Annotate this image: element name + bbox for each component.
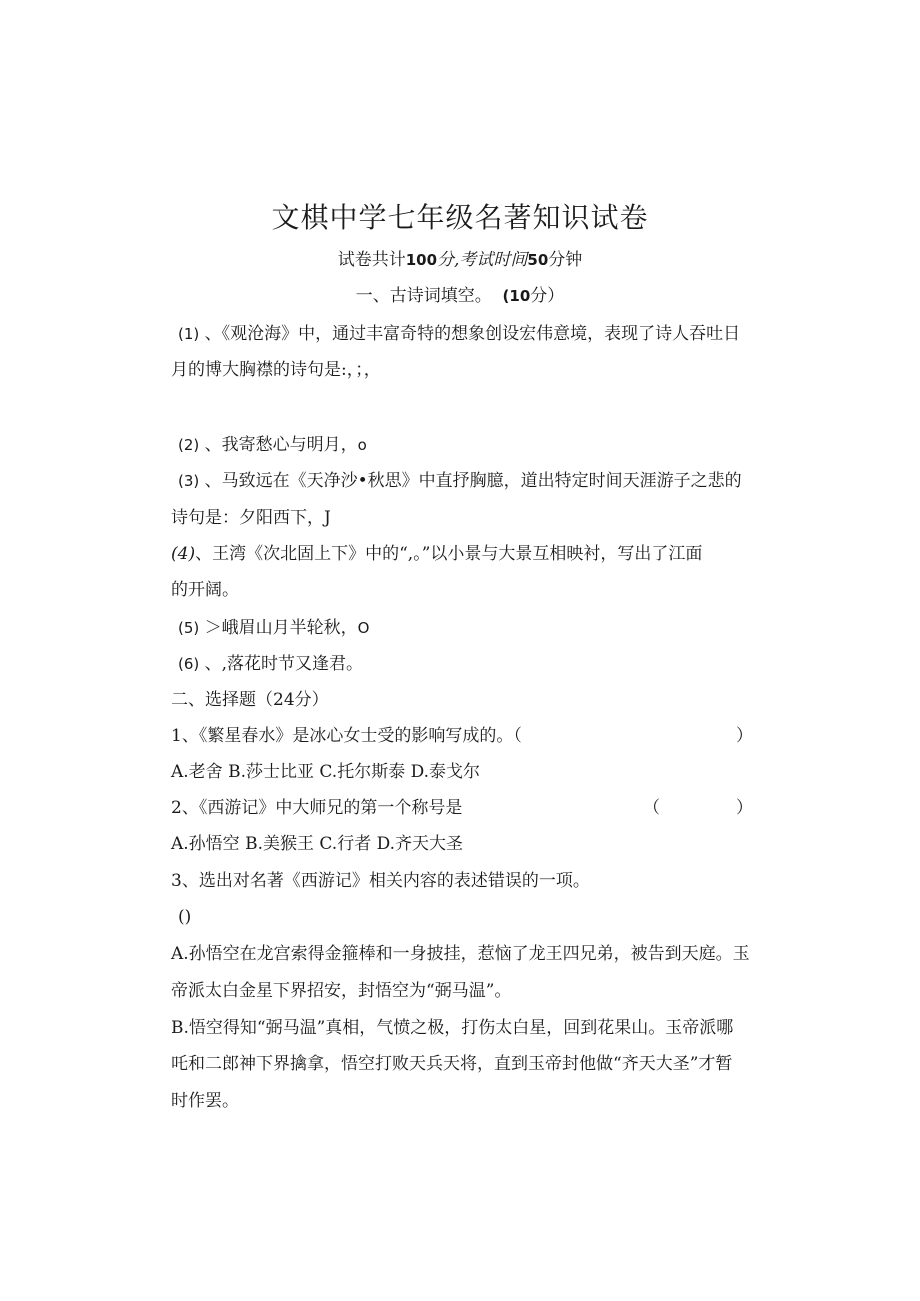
question-5	[178, 614, 760, 642]
section-1-title	[0, 282, 920, 310]
mc-question-1-text: 1、《繁星春水》是冰心女士受的影响写成的。（	[171, 726, 522, 746]
mc-question-3-option-b-line-2: 吒和二郎神下界擒拿，悟空打败天兵天将，直到玉帝封他做“齐天大圣”才暂	[171, 1054, 733, 1074]
mc-question-2	[171, 794, 753, 822]
page-title: 文棋中学七年级名著知识试卷	[271, 201, 649, 234]
question-2-end: o	[357, 436, 367, 454]
subtitle-middle: 分,考试时间	[437, 250, 528, 270]
mc-question-3-option-b-line-3: 时作罢。	[171, 1091, 239, 1111]
question-6-text: 、,落花时节又逢君。	[204, 654, 364, 674]
question-2	[178, 431, 760, 459]
mc-question-2-options: A.孙悟空 B.美猴王 C.行者 D.齐天大圣	[171, 834, 464, 854]
mc-question-1-answer-close: ）	[736, 726, 753, 746]
mc-question-1	[171, 722, 753, 750]
mc-question-1-options: A.老舍 B.莎士比亚 C.托尔斯泰 D.泰戈尔	[171, 762, 481, 782]
total-score: 100	[405, 251, 438, 269]
section-1-score: (10	[502, 287, 531, 305]
question-5-end: O	[357, 619, 370, 637]
mc-question-3-option-a-line-1: A.孙悟空在龙宫索得金箍棒和一身披挂，惹恼了龙王四兄弟，被告到天庭。玉	[171, 944, 750, 964]
question-4-text-a: 、王湾《次北固上下》中的“,。”以小景与大景互相映衬，写出了江面	[195, 544, 703, 564]
question-3-number: (3)	[178, 472, 200, 490]
mc-question-3-option-a-line-2: 帝派太白金星下界招安，封悟空为“弼马温”。	[171, 981, 512, 1001]
question-3-text-a: 、马致远在《天净沙•秋思》中直抒胸臆，道出特定时间天涯游子之悲的	[204, 471, 742, 491]
question-4-line-1	[171, 540, 753, 568]
question-1-line-2: 月的博大胸襟的诗句是:，；，	[171, 360, 381, 380]
section-1-label: 一、古诗词填空。	[355, 286, 492, 306]
subtitle-suffix: 分钟	[548, 250, 583, 270]
mc-question-3-option-b-line-1: B.悟空得知“弼马温”真相，气愤之极，打伤太白星，回到花果山。玉帝派哪	[171, 1018, 734, 1038]
question-6	[178, 650, 760, 678]
mc-question-3-answer-paren: ()	[178, 907, 192, 927]
question-1-line-1	[178, 320, 760, 348]
section-1-score-suffix: 分）	[530, 286, 565, 306]
question-4-line-2: 的开阔。	[171, 580, 239, 600]
mc-question-2-answer-open: （	[643, 798, 660, 818]
question-5-text: ＞峨眉山月半轮秋，	[204, 618, 358, 638]
mc-question-2-answer-close: ）	[736, 798, 753, 818]
exam-subtitle	[0, 246, 920, 274]
question-5-number: (5)	[178, 619, 200, 637]
question-6-number: (6)	[178, 655, 200, 673]
subtitle-prefix: 试卷共计	[337, 250, 406, 270]
question-2-number: (2)	[178, 436, 200, 454]
exam-duration: 50	[527, 251, 549, 269]
question-4-number: (4)	[171, 544, 196, 564]
mc-question-3: 3、选出对名著《西游记》相关内容的表述错误的一项。	[171, 871, 590, 891]
question-2-text: 、我寄愁心与明月，	[204, 435, 358, 455]
section-2-title: 二、选择题（24分）	[171, 690, 329, 710]
question-3-line-2: 诗句是：夕阳西下，J	[171, 508, 331, 528]
mc-question-2-text: 2、《西游记》中大师兄的第一个称号是	[171, 798, 463, 818]
question-1-text-a: 、《观沧海》中，通过丰富奇特的想象创设宏伟意境，表现了诗人吞吐日	[204, 324, 741, 344]
question-3-line-1	[178, 467, 760, 495]
question-1-number: (1)	[178, 325, 200, 343]
